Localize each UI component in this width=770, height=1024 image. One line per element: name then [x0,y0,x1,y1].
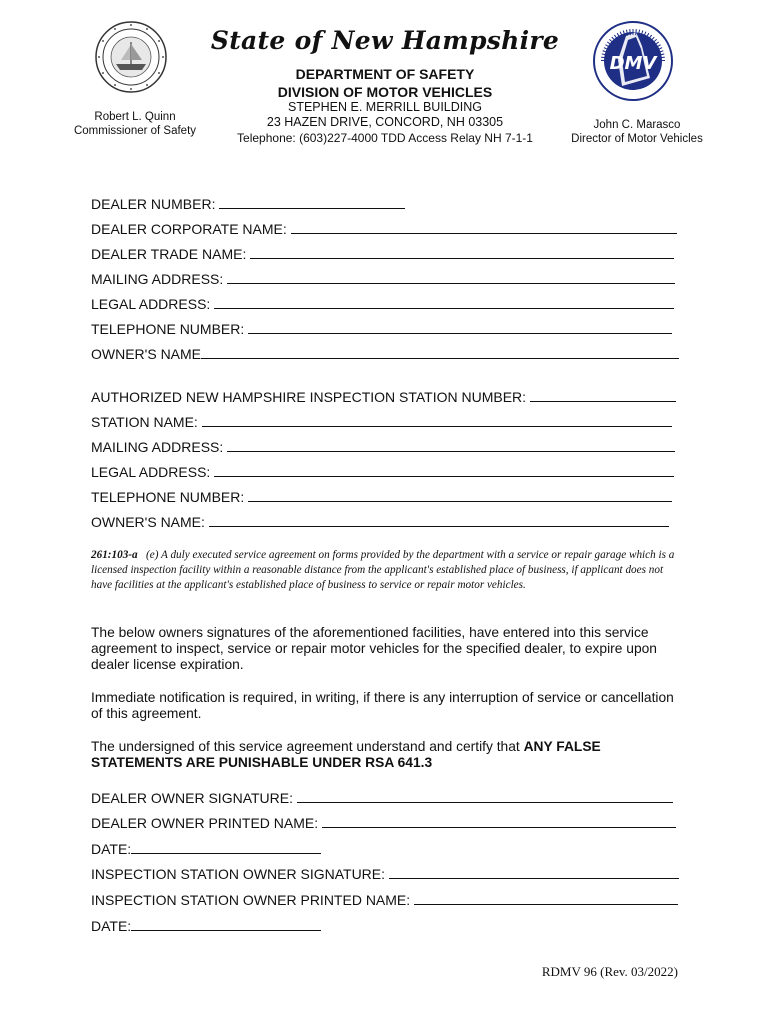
dealer-date-field[interactable] [91,841,321,857]
dealer-number-field[interactable] [91,196,405,212]
dealer-trade-name-field[interactable] [91,246,674,262]
station-mailing-address-field[interactable] [91,439,675,455]
statute-citation: 261:103-a [91,549,138,561]
street-address: 23 HAZEN DRIVE, CONCORD, NH 03305 [266,115,504,129]
dmv-logo-icon [592,20,674,106]
dealer-owner-signature-field[interactable] [91,790,673,806]
certification-paragraph [91,739,681,771]
station-date-field[interactable] [91,918,321,934]
commissioner-name: Robert L. Quinn [94,111,176,123]
telephone-line: Telephone: (603)227-4000 TDD Access Relay NH 7-1-1 [237,131,533,145]
agreement-paragraph: The below owners signatures of the aforementioned facilities, have entered into this service agreement to inspect, service or repair motor vehicles for the specified dealer, to expire upon dealer license expiration. [91,625,657,672]
field-label: DEALER NUMBER: [91,196,216,212]
field-label: AUTHORIZED NEW HAMPSHIRE INSPECTION STATION NUMBER: [91,389,527,405]
inspection-station-number-field[interactable] [91,389,676,405]
building-name: STEPHEN E. MERRILL BUILDING [287,100,483,114]
director-name: John C. Marasco [593,119,681,131]
field-label: MAILING ADDRESS: [91,271,224,287]
form-number: RDMV 96 (Rev. 03/2022) [541,964,678,979]
field-label: DATE: [91,918,132,934]
field-label: STATION NAME: [91,414,198,430]
false-statements-warning: ANY FALSE STATEMENTS ARE PUNISHABLE UNDER RSA 641.3 [91,739,601,770]
dmv-logo-text: DMV [609,53,657,74]
station-telephone-field[interactable] [91,489,672,505]
station-legal-address-field[interactable] [91,464,674,480]
statute-text: (e) A duly executed service agreement on forms provided by the department with a service or repair garage which is a licensed inspection facility within a reasonable distance from the applicant's established place of business, if applicant does not have facilities at the applicant's established place of business to service or repair motor vehicles. [91,549,675,591]
station-name-field[interactable] [91,414,672,430]
field-label: DEALER TRADE NAME: [91,246,247,262]
field-label: INSPECTION STATION OWNER SIGNATURE: [91,866,386,882]
commissioner-block [60,110,210,138]
notification-paragraph: Immediate notification is required, in writing, if there is any interruption of service or cancellation of this agreement. [91,690,674,721]
field-label: TELEPHONE NUMBER: [91,321,245,337]
field-label: INSPECTION STATION OWNER PRINTED NAME: [91,892,411,908]
field-label: OWNER'S NAME: [91,514,205,530]
field-label: LEGAL ADDRESS: [91,464,211,480]
station-owner-signature-field[interactable] [91,866,679,882]
field-label: TELEPHONE NUMBER: [91,489,245,505]
commissioner-title: Commissioner of Safety [73,125,197,137]
dealer-corporate-name-field[interactable] [91,221,677,237]
director-block [565,118,709,146]
station-owner-printed-name-field[interactable] [91,892,678,908]
dealer-owner-name-field[interactable] [91,346,679,362]
department-name: DEPARTMENT OF SAFETY [295,66,475,82]
state-title: State of New Hampshire [210,26,560,55]
dealer-telephone-field[interactable] [91,321,672,337]
field-label: DEALER CORPORATE NAME: [91,221,287,237]
statute-excerpt [91,548,681,593]
field-label: LEGAL ADDRESS: [91,296,211,312]
dealer-legal-address-field[interactable] [91,296,674,312]
field-label: DEALER OWNER PRINTED NAME: [91,815,319,831]
field-label: DEALER OWNER SIGNATURE: [91,790,293,806]
certification-text: The undersigned of this service agreement understand and certify that [91,739,524,754]
field-label: OWNER'S NAME [91,346,202,362]
field-label: MAILING ADDRESS: [91,439,224,455]
director-title: Director of Motor Vehicles [571,133,703,145]
field-label: DATE: [91,841,132,857]
station-owner-name-field[interactable] [91,514,669,530]
division-name: DIVISION OF MOTOR VEHICLES [277,84,493,100]
dealer-owner-printed-name-field[interactable] [91,815,676,831]
dealer-mailing-address-field[interactable] [91,271,675,287]
